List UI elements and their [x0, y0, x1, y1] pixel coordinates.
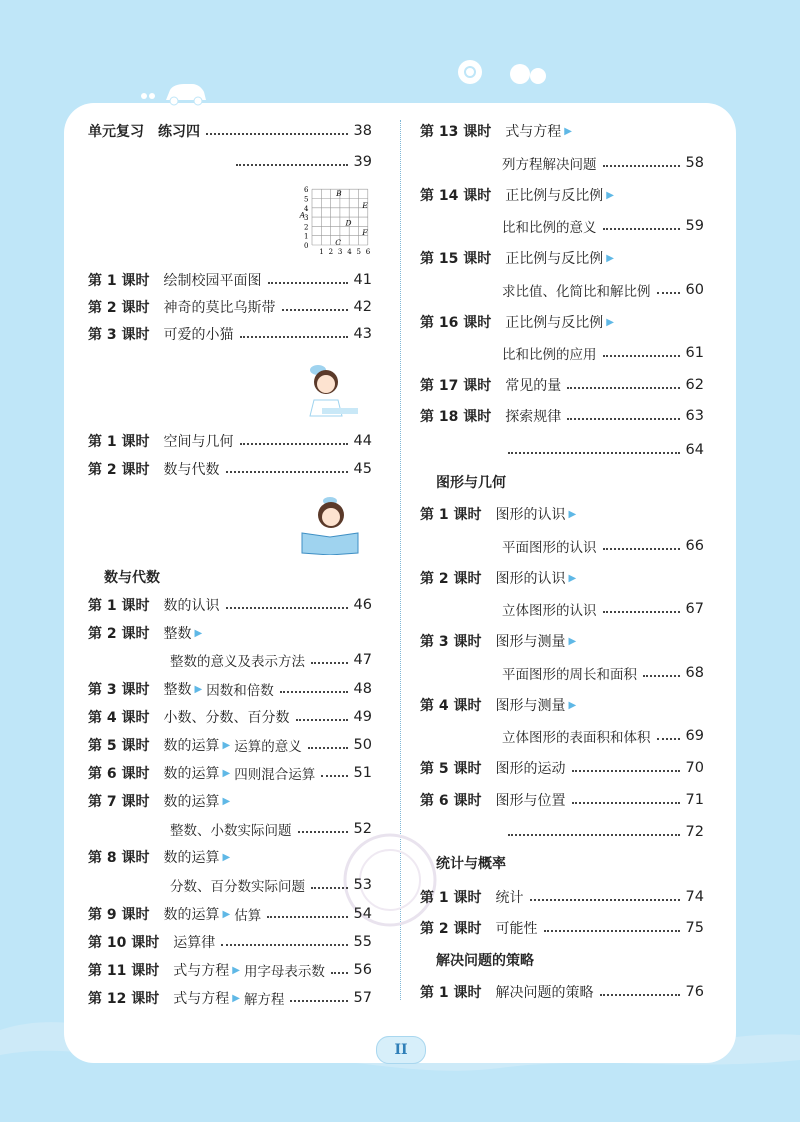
point-label: F — [362, 227, 368, 237]
leader-dots — [600, 994, 680, 996]
arrow-icon: ▶ — [568, 635, 577, 647]
page-number: 43 — [353, 326, 372, 342]
review-topic: 练习四 — [158, 124, 200, 140]
section-heading-number-algebra: 数与代数 — [104, 570, 160, 586]
toc-row[interactable] — [420, 247, 704, 269]
toc-row[interactable] — [420, 503, 704, 525]
leader-dots — [267, 916, 347, 918]
toc-row[interactable] — [420, 184, 704, 206]
lesson-topic: 数的认识 — [163, 598, 220, 614]
leader-dots — [567, 387, 679, 389]
arrow-icon: ▶ — [222, 767, 231, 779]
lesson-subtopic: 比和比例的应用 — [502, 347, 597, 363]
page-number: 52 — [353, 821, 372, 837]
lesson-label: 第 16 课时 — [420, 315, 492, 331]
y-tick-label: 6 — [304, 186, 309, 195]
toc-row[interactable] — [88, 323, 372, 345]
lesson-label: 第 1 课时 — [88, 273, 150, 289]
lesson-topic: 图形的认识 — [495, 571, 566, 587]
lesson-subtopic: 估算 — [234, 908, 262, 924]
leader-dots — [657, 738, 680, 740]
toc-row[interactable] — [88, 846, 372, 868]
lesson-topic: 探索规律 — [505, 409, 562, 425]
lesson-topic: 式与方程 — [173, 963, 230, 979]
lesson-topic: 数的运算 — [163, 766, 220, 782]
leader-dots — [311, 887, 348, 889]
lesson-label: 第 11 课时 — [88, 963, 160, 979]
arrow-icon: ▶ — [222, 795, 231, 807]
leader-dots — [603, 228, 680, 230]
toc-row[interactable] — [88, 959, 372, 981]
section-heading-strategy: 解决问题的策略 — [436, 953, 534, 969]
y-tick-label: 4 — [304, 204, 309, 213]
lesson-subtopic: 分数、百分数实际问题 — [170, 879, 305, 895]
review-row-2[interactable] — [230, 151, 372, 173]
page-number: 58 — [685, 155, 704, 171]
leader-dots — [572, 770, 680, 772]
lesson-label: 第 1 课时 — [420, 985, 482, 1001]
toc-row[interactable] — [88, 706, 372, 728]
lesson-topic: 绘制校园平面图 — [163, 273, 262, 289]
lesson-topic: 解决问题的策略 — [495, 985, 594, 1001]
lesson-subtopic: 平面图形的认识 — [502, 540, 597, 556]
lesson-topic: 正比例与反比例 — [505, 315, 604, 331]
lesson-topic: 式与方程 — [505, 124, 562, 140]
toc-subrow[interactable] — [502, 662, 704, 684]
lesson-subtopic: 立体图形的表面积和体积 — [502, 730, 651, 746]
toc-row[interactable] — [420, 311, 704, 333]
toc-row[interactable] — [88, 903, 372, 925]
toc-row[interactable] — [88, 296, 372, 318]
lesson-label: 第 14 课时 — [420, 188, 492, 204]
toc-subrow[interactable] — [502, 215, 704, 237]
leader-dots — [240, 336, 348, 338]
lesson-label: 第 6 课时 — [88, 766, 150, 782]
lesson-subtopic: 立体图形的认识 — [502, 603, 597, 619]
cloud-icon — [450, 50, 560, 90]
page-number: 70 — [685, 760, 704, 776]
lesson-topic: 统计 — [495, 890, 524, 906]
lesson-subtopic: 平面图形的周长和面积 — [502, 667, 637, 683]
toc-subrow[interactable] — [170, 818, 372, 840]
toc-row[interactable] — [88, 458, 372, 480]
y-tick-label: 2 — [304, 223, 309, 232]
leader-dots — [603, 611, 680, 613]
page-number: 61 — [685, 345, 704, 361]
toc-subrow[interactable] — [502, 342, 704, 364]
page-number: 64 — [685, 442, 704, 458]
leader-dots — [226, 607, 348, 609]
toc-subrow[interactable] — [170, 874, 372, 896]
x-tick-label: 1 — [319, 248, 324, 256]
leader-dots — [508, 452, 680, 454]
toc-row[interactable] — [88, 734, 372, 756]
girl-writing-illustration — [296, 360, 366, 422]
lesson-subtopic: 运算的意义 — [234, 739, 302, 755]
toc-row[interactable] — [420, 757, 704, 779]
toc-subrow[interactable] — [170, 649, 372, 671]
toc-subrow[interactable] — [502, 821, 704, 843]
page-number: 57 — [353, 990, 372, 1006]
lesson-topic: 图形与测量 — [495, 698, 566, 714]
leader-dots — [206, 133, 348, 135]
lesson-label: 第 13 课时 — [420, 124, 492, 140]
leader-dots — [657, 292, 680, 294]
point-label: A — [299, 210, 306, 220]
lesson-label: 第 17 课时 — [420, 378, 492, 394]
leader-dots — [311, 662, 348, 664]
page-number: 75 — [685, 920, 704, 936]
page-number: 55 — [353, 934, 372, 950]
lesson-label: 第 1 课时 — [420, 507, 482, 523]
lesson-label: 第 2 课时 — [420, 571, 482, 587]
arrow-icon: ▶ — [194, 627, 203, 639]
page-number: 68 — [685, 665, 704, 681]
toc-row[interactable] — [420, 981, 704, 1003]
leader-dots — [282, 309, 348, 311]
arrow-icon: ▶ — [606, 189, 614, 201]
lesson-topic: 可能性 — [495, 921, 538, 937]
point-label: C — [335, 238, 341, 248]
toc-row[interactable] — [88, 790, 372, 812]
page-number: 69 — [685, 728, 704, 744]
page-number: 72 — [685, 824, 704, 840]
lesson-label: 第 6 课时 — [420, 793, 482, 809]
lesson-subtopic: 因数和倍数 — [206, 683, 274, 699]
toc-subrow[interactable] — [502, 439, 704, 461]
lesson-label: 第 3 课时 — [88, 682, 150, 698]
lesson-topic: 图形与测量 — [495, 634, 566, 650]
arrow-icon: ▶ — [222, 739, 231, 751]
section-heading-geometry: 图形与几何 — [436, 475, 506, 491]
lesson-topic: 数的运算 — [163, 738, 220, 754]
page-number: 49 — [353, 709, 372, 725]
arrow-icon: ▶ — [222, 908, 231, 920]
toc-row[interactable] — [420, 917, 704, 939]
leader-dots — [603, 165, 680, 167]
arrow-icon: ▶ — [606, 316, 614, 328]
lesson-label: 第 8 课时 — [88, 850, 150, 866]
lesson-topic: 运算律 — [173, 935, 216, 951]
toc-row[interactable] — [88, 931, 372, 953]
page-number: 67 — [685, 601, 704, 617]
lesson-topic: 可爱的小猫 — [163, 327, 234, 343]
lesson-label: 第 2 课时 — [88, 462, 150, 478]
lesson-topic: 图形与位置 — [495, 793, 566, 809]
lesson-label: 第 5 课时 — [88, 738, 150, 754]
toc-row[interactable] — [420, 374, 704, 396]
toc-row[interactable] — [88, 430, 372, 452]
leader-dots — [280, 691, 348, 693]
lesson-label: 第 1 课时 — [88, 598, 150, 614]
page-number: 47 — [353, 652, 372, 668]
leader-dots — [268, 282, 348, 284]
lesson-subtopic: 用字母表示数 — [243, 964, 325, 980]
lesson-topic: 常见的量 — [505, 378, 562, 394]
page-number: 51 — [353, 765, 372, 781]
lesson-label: 第 2 课时 — [88, 626, 150, 642]
page-number: 39 — [353, 154, 372, 170]
car-cloud-icon — [140, 78, 210, 108]
arrow-icon: ▶ — [232, 992, 240, 1004]
point-label: E — [362, 201, 368, 211]
page-number: 48 — [353, 681, 372, 697]
lesson-topic: 数与代数 — [163, 462, 220, 478]
lesson-subtopic: 整数、小数实际问题 — [170, 823, 292, 839]
leader-dots — [572, 802, 680, 804]
page-number: 66 — [685, 538, 704, 554]
lesson-label: 第 1 课时 — [420, 890, 482, 906]
lesson-subtopic: 四则混合运算 — [234, 767, 316, 783]
toc-subrow[interactable] — [502, 725, 704, 747]
lesson-label: 第 10 课时 — [88, 935, 160, 951]
lesson-topic: 整数 — [163, 682, 192, 698]
x-tick-label: 6 — [365, 248, 371, 256]
page-number: 76 — [685, 984, 704, 1000]
toc-row[interactable] — [88, 622, 372, 644]
x-tick-label: 5 — [356, 248, 361, 256]
lesson-topic: 数的运算 — [163, 850, 220, 866]
page-number: 60 — [685, 282, 704, 298]
lesson-label: 第 1 课时 — [88, 434, 150, 450]
leader-dots — [603, 548, 680, 550]
page-number: 38 — [353, 123, 372, 139]
point-label: B — [336, 188, 342, 198]
toc-row[interactable] — [88, 594, 372, 616]
lesson-label: 第 3 课时 — [420, 634, 482, 650]
lesson-label: 第 4 课时 — [420, 698, 482, 714]
lesson-topic: 整数 — [163, 626, 192, 642]
x-tick-label: 3 — [337, 248, 343, 256]
leader-dots — [331, 972, 348, 974]
page-number: 50 — [353, 737, 372, 753]
page-number: 56 — [353, 962, 372, 978]
arrow-icon: ▶ — [568, 508, 577, 520]
leader-dots — [290, 1000, 347, 1002]
lesson-topic: 神奇的莫比乌斯带 — [163, 300, 276, 316]
page-number: 74 — [685, 889, 704, 905]
toc-subrow[interactable] — [502, 598, 704, 620]
page-number: 71 — [685, 792, 704, 808]
leader-dots — [508, 834, 680, 836]
toc-row[interactable] — [88, 762, 372, 784]
leader-dots — [544, 930, 680, 932]
lesson-label: 第 3 课时 — [88, 327, 150, 343]
lesson-topic: 数的运算 — [163, 907, 220, 923]
toc-row[interactable] — [420, 567, 704, 589]
lesson-label: 第 2 课时 — [420, 921, 482, 937]
lesson-topic: 图形的运动 — [495, 761, 566, 777]
toc-row[interactable] — [420, 789, 704, 811]
page-number: 54 — [353, 906, 372, 922]
toc-row[interactable] — [420, 886, 704, 908]
leader-dots — [530, 899, 680, 901]
page-number: 42 — [353, 299, 372, 315]
x-tick-label: 2 — [328, 248, 334, 256]
lesson-subtopic: 列方程解决问题 — [502, 157, 597, 173]
toc-row[interactable] — [88, 987, 372, 1009]
lesson-label: 第 15 课时 — [420, 251, 492, 267]
page-number: 62 — [685, 377, 704, 393]
toc-row[interactable] — [420, 694, 704, 716]
leader-dots — [240, 443, 348, 445]
girl-reading-illustration — [298, 495, 364, 555]
coordinate-grid-figure — [292, 183, 372, 261]
lesson-label: 第 2 课时 — [88, 300, 150, 316]
arrow-icon: ▶ — [606, 252, 614, 264]
lesson-topic: 图形的认识 — [495, 507, 566, 523]
lesson-label: 第 7 课时 — [88, 794, 150, 810]
leader-dots — [567, 418, 679, 420]
toc-row[interactable] — [420, 120, 704, 142]
lesson-subtopic: 解方程 — [243, 992, 285, 1008]
lesson-label: 第 5 课时 — [420, 761, 482, 777]
leader-dots — [643, 675, 680, 677]
leader-dots — [221, 944, 347, 946]
x-tick-label: 4 — [347, 248, 352, 256]
leader-dots — [308, 747, 348, 749]
toc-subrow[interactable] — [502, 535, 704, 557]
lesson-topic: 空间与几何 — [163, 434, 234, 450]
point-label: D — [345, 218, 352, 228]
arrow-icon: ▶ — [564, 125, 572, 137]
leader-dots — [226, 471, 348, 473]
review-row[interactable] — [88, 120, 372, 142]
page-number: 41 — [353, 272, 372, 288]
section-heading-statistics: 统计与概率 — [436, 856, 506, 872]
arrow-icon: ▶ — [222, 851, 231, 863]
lesson-subtopic: 整数的意义及表示方法 — [170, 654, 305, 670]
page-number: 46 — [353, 597, 372, 613]
lesson-label: 第 18 课时 — [420, 409, 492, 425]
lesson-label: 第 9 课时 — [88, 907, 150, 923]
y-tick-label: 1 — [304, 232, 309, 241]
leader-dots — [298, 831, 348, 833]
page-number: 44 — [353, 433, 372, 449]
y-tick-label: 0 — [304, 242, 309, 250]
toc-row[interactable] — [88, 678, 372, 700]
page-number: 45 — [353, 461, 372, 477]
y-tick-label: 5 — [304, 195, 309, 204]
lesson-label: 第 12 课时 — [88, 991, 160, 1007]
lesson-subtopic: 比和比例的意义 — [502, 220, 597, 236]
leader-dots — [321, 775, 347, 777]
toc-row[interactable] — [420, 405, 704, 427]
lesson-topic: 小数、分数、百分数 — [163, 710, 290, 726]
leader-dots — [603, 355, 680, 357]
page-number-badge: II — [376, 1036, 426, 1064]
lesson-topic: 式与方程 — [173, 991, 230, 1007]
lesson-subtopic: 求比值、化简比和解比例 — [502, 284, 651, 300]
page-number: 53 — [353, 877, 372, 893]
lesson-topic: 正比例与反比例 — [505, 251, 604, 267]
leader-dots — [296, 719, 348, 721]
page-number: 63 — [685, 408, 704, 424]
lesson-topic: 数的运算 — [163, 794, 220, 810]
review-label: 单元复习 — [88, 124, 144, 140]
lesson-label: 第 4 课时 — [88, 710, 150, 726]
page-number: 59 — [685, 218, 704, 234]
leader-dots — [236, 164, 348, 166]
arrow-icon: ▶ — [568, 572, 577, 584]
arrow-icon: ▶ — [194, 683, 203, 695]
arrow-icon: ▶ — [232, 964, 240, 976]
toc-row[interactable] — [88, 269, 372, 291]
y-tick-label: 3 — [304, 214, 309, 223]
arrow-icon: ▶ — [568, 699, 577, 711]
lesson-topic: 正比例与反比例 — [505, 188, 604, 204]
toc-subrow[interactable] — [502, 152, 704, 174]
toc-row[interactable] — [420, 630, 704, 652]
toc-subrow[interactable] — [502, 279, 704, 301]
